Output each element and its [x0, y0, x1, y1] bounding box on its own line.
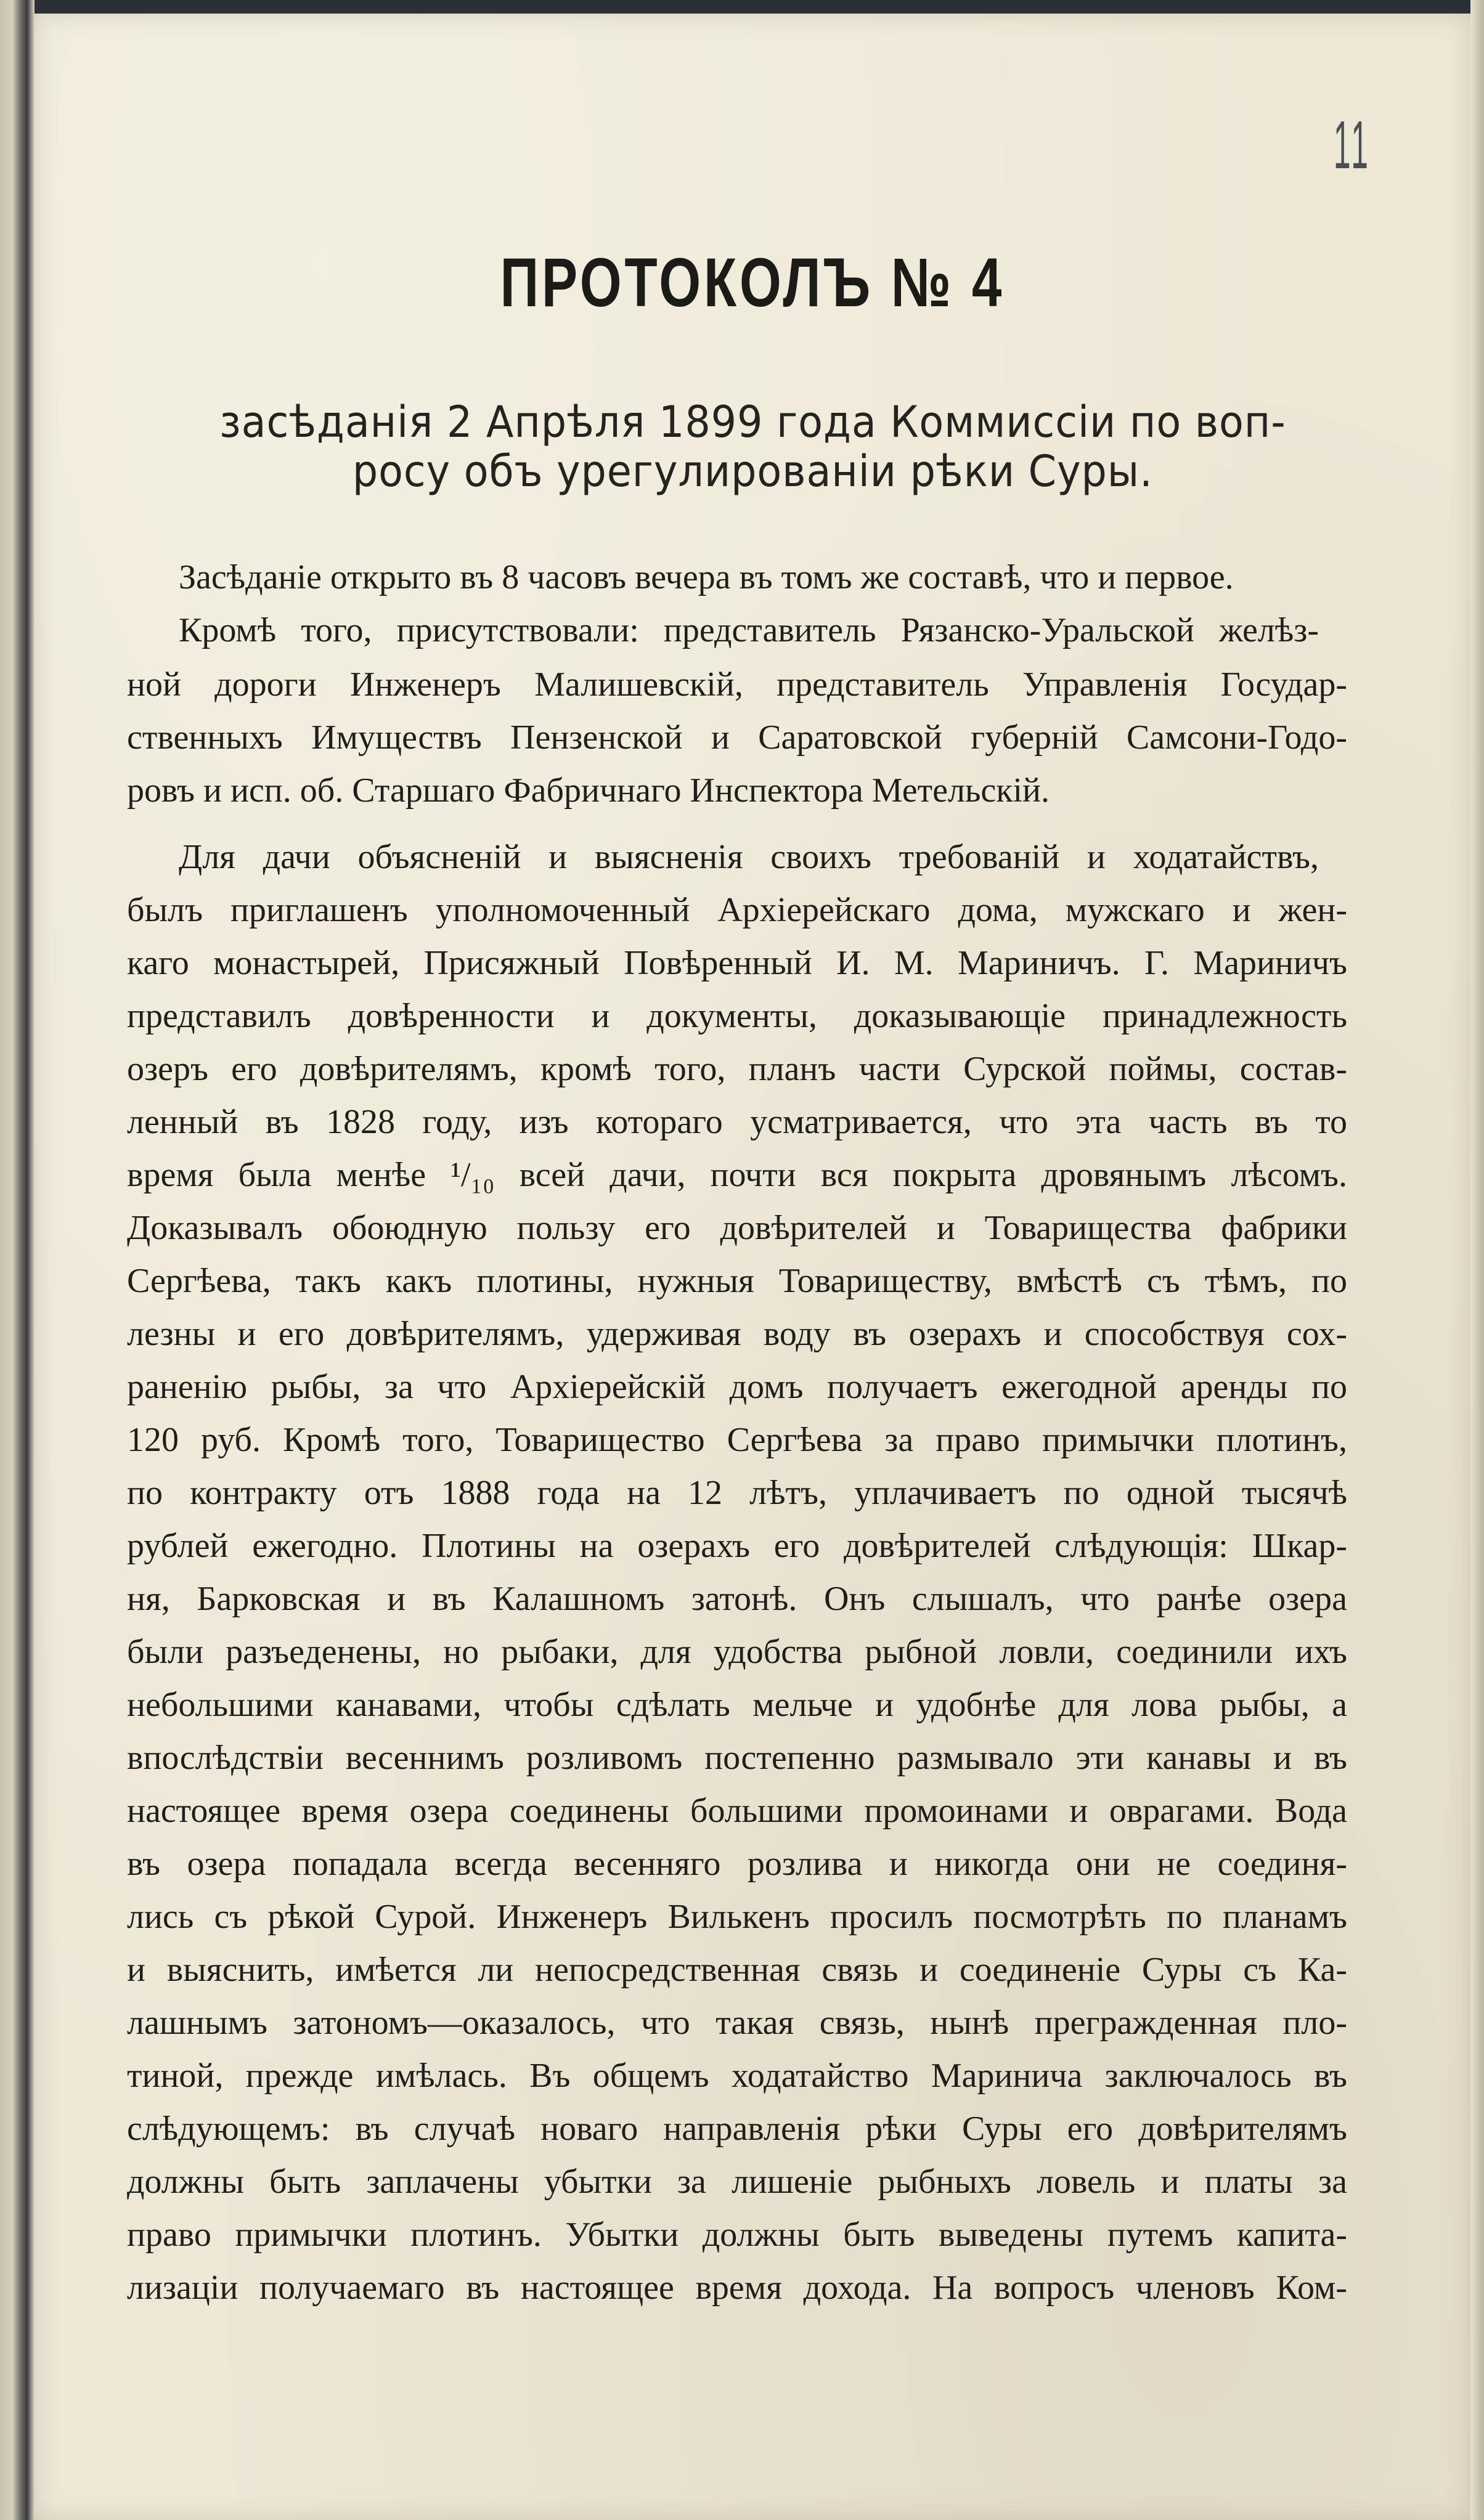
paragraph-line: лизаціи получаемаго въ настоящее время дохода. На вопросъ членовъ Ком-: [127, 2269, 1347, 2307]
document-page: [35, 14, 1470, 2520]
paragraph-line: лашнымъ затономъ—оказалось, что такая связь, нынѣ прегражденная пло-: [127, 2004, 1347, 2042]
paragraph-line: тиной, прежде имѣлась. Въ общемъ ходатайство Маринича заключалось въ: [127, 2057, 1347, 2095]
paragraph-line: былъ приглашенъ уполномоченный Архіерейскаго дома, мужскаго и жен-: [127, 891, 1347, 929]
paragraph-line: лезны и его довѣрителямъ, удерживая воду въ озерахъ и способствуя сох-: [127, 1315, 1347, 1353]
paragraph-line: лись съ рѣкой Сурой. Инженеръ Вилькенъ просилъ посмотрѣть по планамъ: [127, 1898, 1347, 1936]
paragraph-line: и выяснить, имѣется ли непосредственная связь и соединеніе Суры съ Ка-: [127, 1951, 1347, 1989]
paragraph-line: 120 руб. Кромѣ того, Товарищество Сергѣева за право примычки плотинъ,: [127, 1421, 1347, 1459]
paragraph-line: ровъ и исп. об. Старшаго Фабричнаго Инспектора Метельскій.: [127, 771, 1050, 810]
paragraph-line: настоящее время озера соединены большими промоинами и оврагами. Вода: [127, 1792, 1347, 1830]
subtitle-line: [35, 446, 1470, 497]
subtitle-text: росу объ урегулированіи рѣки Суры.: [352, 446, 1153, 497]
paragraph-line: Кромѣ того, присутствовали: представитель Рязанско-Уральской желѣз-: [179, 611, 1319, 649]
document-title: [35, 243, 1470, 322]
subtitle-text: засѣданія 2 Апрѣля 1899 года Коммиссіи по воп-: [219, 397, 1286, 447]
paragraph-line: право примычки плотинъ. Убытки должны быть выведены путемъ капита-: [127, 2216, 1347, 2254]
paragraph-line: должны быть заплачены убытки за лишеніе рыбныхъ ловель и платы за: [127, 2163, 1347, 2201]
paragraph-line: небольшими канавами, чтобы сдѣлать мельче и удобнѣе для лова рыбы, а: [127, 1686, 1347, 1724]
paragraph-line: Засѣданіе открыто въ 8 часовъ вечера въ томъ же составѣ, что и первое.: [179, 558, 1234, 596]
subtitle-line: [35, 397, 1470, 447]
paragraph-line: ленный въ 1828 году, изъ котораго усматривается, что эта часть въ то: [127, 1103, 1347, 1141]
paragraph-line: Для дачи объясненій и выясненія своихъ требованій и ходатайствъ,: [179, 838, 1319, 876]
folio-number: 11: [1334, 107, 1371, 183]
book-binding-edge: [0, 0, 35, 2520]
paragraph-line: впослѣдствіи весеннимъ розливомъ постепенно размывало эти канавы и въ: [127, 1739, 1347, 1777]
page-right-edge: [1470, 0, 1484, 2520]
paragraph-line: время была менѣе ¹/₁₀ всей дачи, почти вся покрыта дровянымъ лѣсомъ.: [127, 1156, 1347, 1194]
paragraph-line: каго монастырей, Присяжный Повѣренный И. М. Мариничъ. Г. Мариничъ: [127, 944, 1347, 982]
paragraph-line: ной дороги Инженеръ Малишевскій, представитель Управленія Государ-: [127, 665, 1347, 704]
paragraph-line: слѣдующемъ: въ случаѣ новаго направленія рѣки Суры его довѣрителямъ: [127, 2110, 1347, 2148]
paragraph-line: представилъ довѣренности и документы, доказывающіе принадлежность: [127, 997, 1347, 1035]
paragraph-line: Доказывалъ обоюдную пользу его довѣрителей и Товарищества фабрики: [127, 1209, 1347, 1247]
paragraph-line: рублей ежегодно. Плотины на озерахъ его довѣрителей слѣдующія: Шкар-: [127, 1527, 1347, 1565]
paragraph-line: по контракту отъ 1888 года на 12 лѣтъ, уплачиваетъ по одной тысячѣ: [127, 1474, 1347, 1512]
paragraph-line: ня, Барковская и въ Калашномъ затонѣ. Онъ слышалъ, что ранѣе озера: [127, 1580, 1347, 1618]
title-text: ПРОТОКОЛЪ № 4: [500, 244, 1005, 321]
paragraph-line: раненію рыбы, за что Архіерейскій домъ получаетъ ежегодной аренды по: [127, 1368, 1347, 1406]
paragraph-line: ственныхъ Имуществъ Пензенской и Саратовской губерній Самсони-Годо-: [127, 718, 1347, 757]
paragraph-line: были разъеденены, но рыбаки, для удобства рыбной ловли, соединили ихъ: [127, 1633, 1347, 1671]
paragraph-line: въ озера попадала всегда весенняго розлива и никогда они не соединя-: [127, 1845, 1347, 1883]
paragraph-line: Сергѣева, такъ какъ плотины, нужныя Товариществу, вмѣстѣ съ тѣмъ, по: [127, 1262, 1347, 1300]
paragraph-line: озеръ его довѣрителямъ, кромѣ того, планъ части Сурской поймы, состав-: [127, 1050, 1347, 1088]
